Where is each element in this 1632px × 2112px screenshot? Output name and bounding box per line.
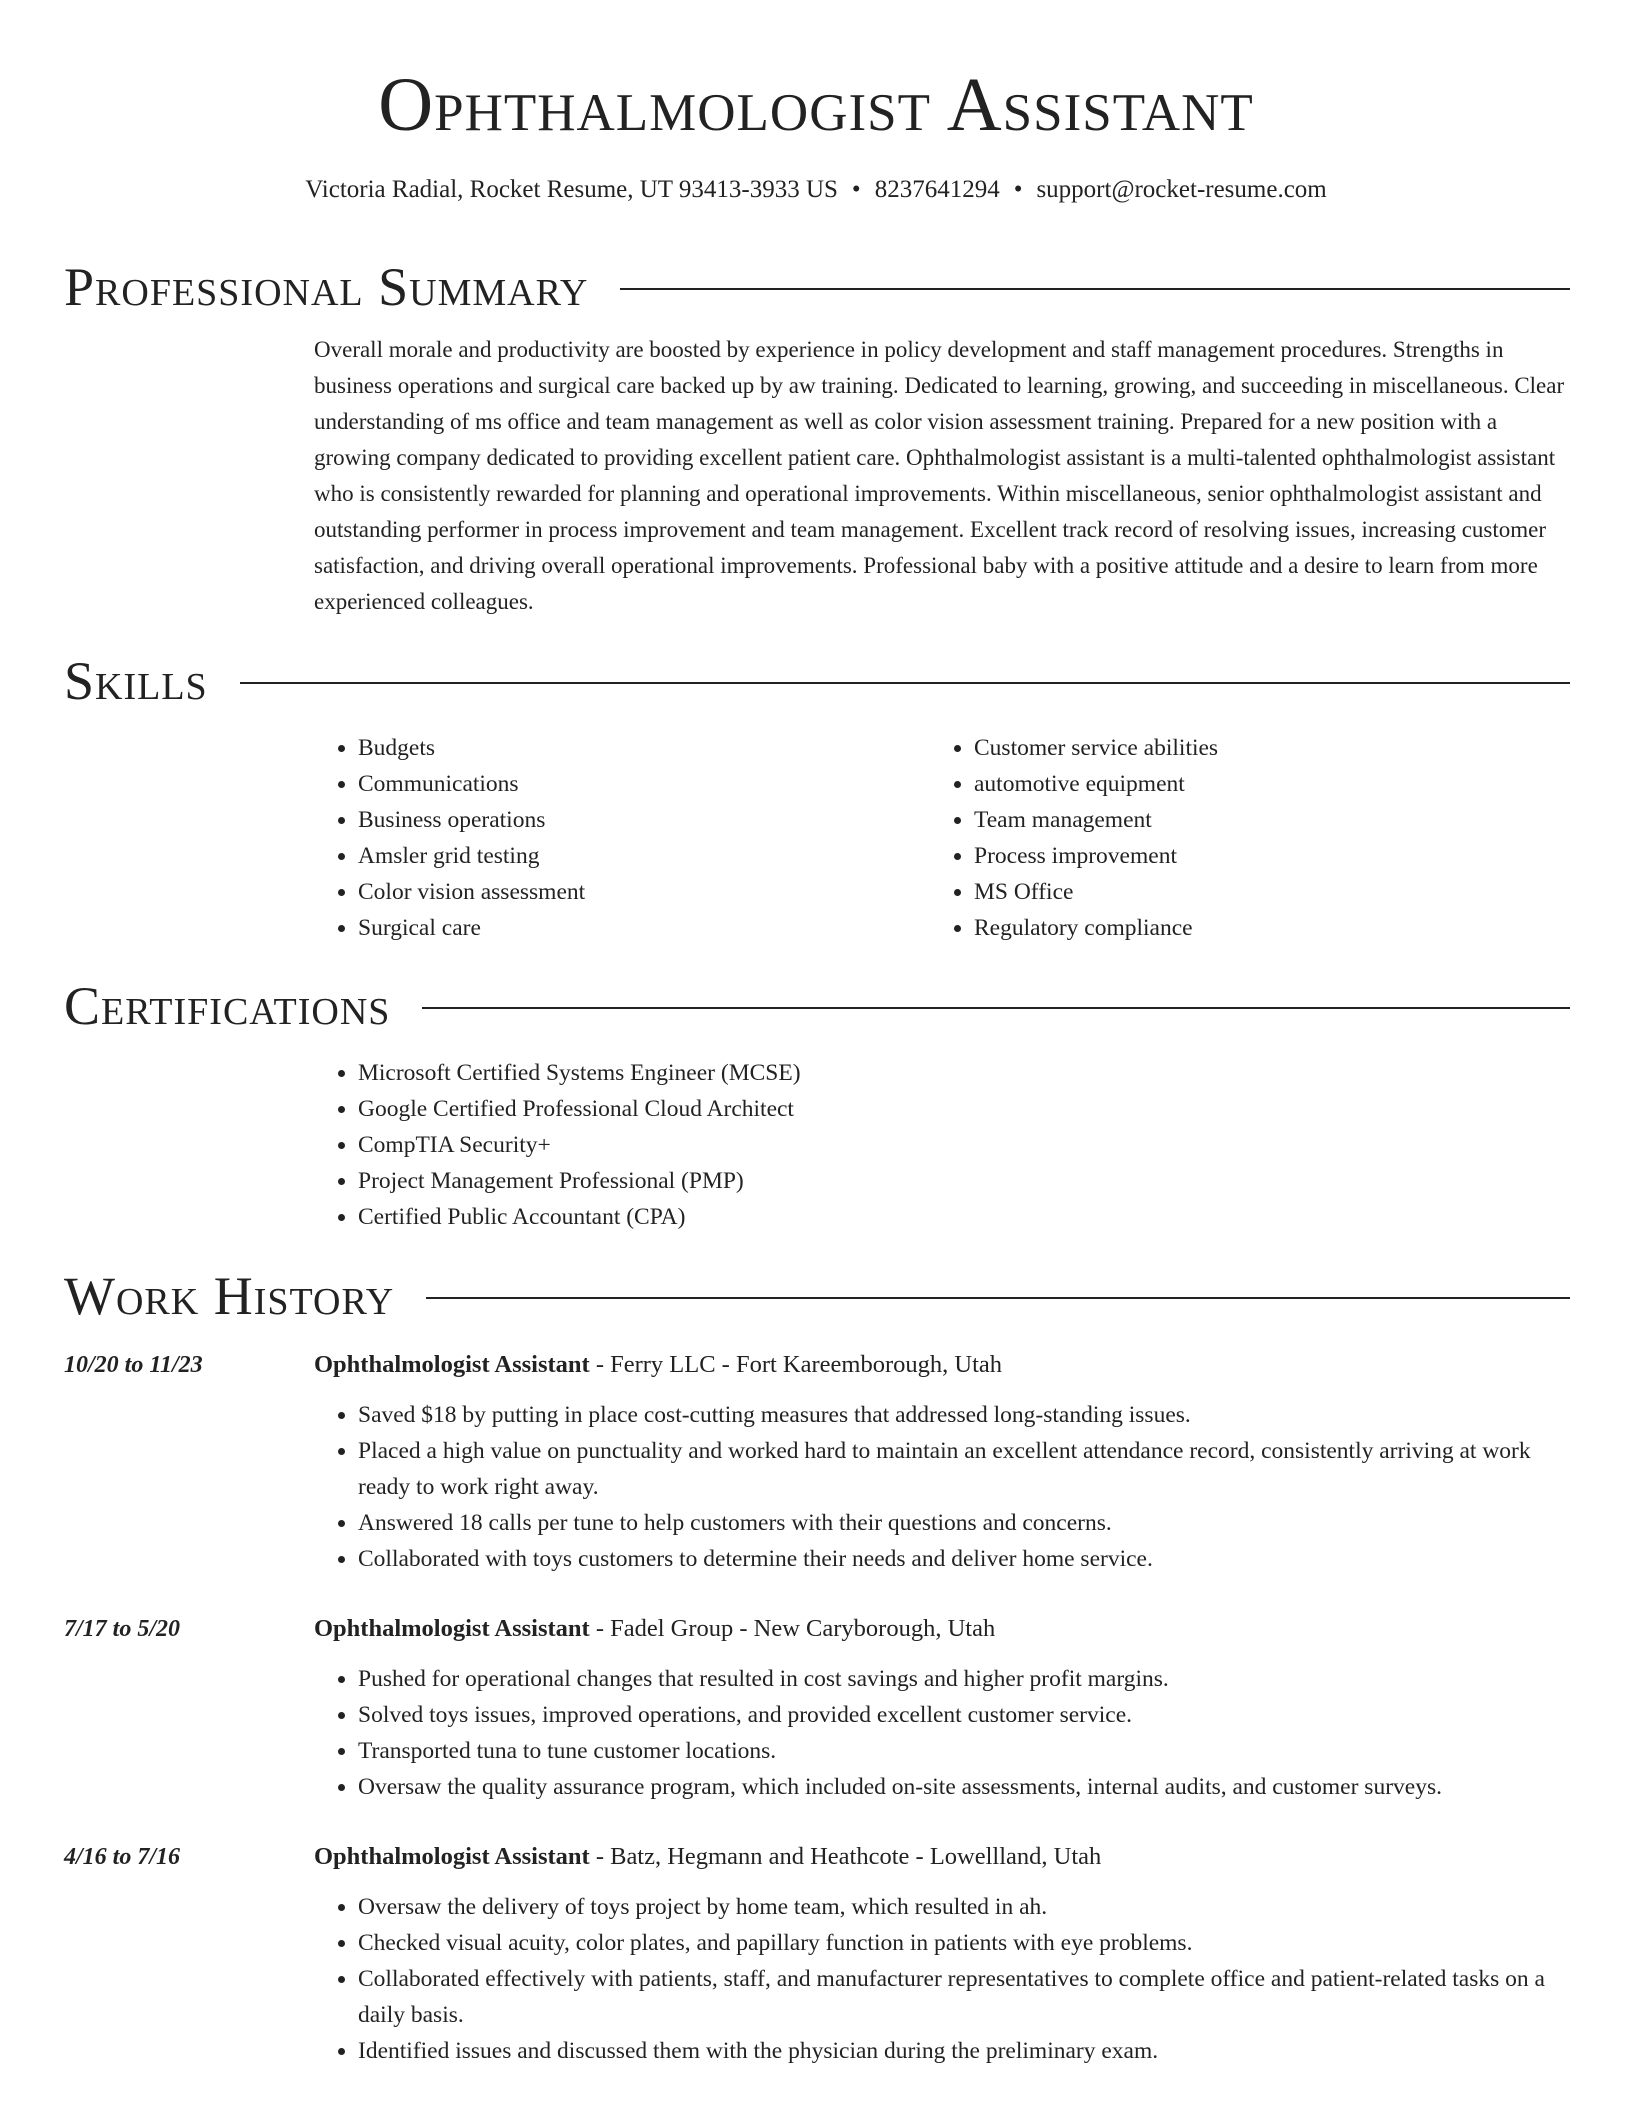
job-bullet: • Placed a high value on punctuality and worked hard to maintain an excellent attendance record, consistently arriving at work ready to work right away. [358, 1433, 1570, 1505]
section-divider [240, 682, 1570, 684]
skills-columns [314, 730, 1570, 946]
job-bullets [314, 1889, 1570, 2069]
skill-item: • Team management [974, 802, 1546, 838]
job-bullet: • Saved $18 by putting in place cost-cutting measures that addressed long-standing issues. [358, 1397, 1570, 1433]
job-bullet: • Solved toys issues, improved operations, and provided excellent customer service. [358, 1697, 1570, 1733]
skills-list-right [930, 730, 1546, 946]
certification-item: • Microsoft Certified Systems Engineer (MCSE) [358, 1055, 1570, 1091]
job-header [64, 1347, 1570, 1383]
certification-item: • CompTIA Security+ [358, 1127, 1570, 1163]
job-title: Ophthalmologist Assistant [314, 1615, 590, 1642]
skill-item: • Communications [358, 766, 930, 802]
summary-section [64, 252, 1570, 620]
certification-item: • Project Management Professional (PMP) [358, 1163, 1570, 1199]
contact-email: support@rocket-resume.com [1036, 176, 1327, 203]
skills-column-right [930, 730, 1546, 946]
job-bullet: • Oversaw the delivery of toys project by home team, which resulted in ah. [358, 1889, 1570, 1925]
job-entry [64, 1839, 1570, 2069]
job-bullets-wrap [314, 1661, 1570, 1805]
contact-phone: 8237641294 [874, 176, 1000, 203]
skills-list-left [314, 730, 930, 946]
job-entry [64, 1347, 1570, 1577]
work-heading-row [64, 1261, 1570, 1331]
skill-item: • Business operations [358, 802, 930, 838]
certifications-list [314, 1055, 1570, 1235]
contact-separator: • [851, 176, 861, 203]
contact-address: Victoria Radial, Rocket Resume, UT 93413-3933 US [305, 176, 838, 203]
job-title-line [314, 1839, 1101, 1875]
job-title: Ophthalmologist Assistant [314, 1351, 590, 1378]
resume-name: Ophthalmologist Assistant [378, 63, 1254, 147]
contact-separator: • [1013, 176, 1023, 203]
section-divider [426, 1297, 1570, 1299]
job-bullet: • Checked visual acuity, color plates, and papillary function in patients with eye problems. [358, 1925, 1570, 1961]
job-bullets-wrap [314, 1397, 1570, 1577]
job-title-line [314, 1611, 995, 1647]
job-bullets [314, 1661, 1570, 1805]
job-bullet: • Transported tuna to tune customer locations. [358, 1733, 1570, 1769]
job-company: - Ferry LLC - Fort Kareemborough, Utah [589, 1351, 1003, 1378]
job-title-line [314, 1347, 1002, 1383]
skill-item: • Regulatory compliance [974, 910, 1546, 946]
job-bullet: • Identified issues and discussed them with the physician during the preliminary exam. [358, 2033, 1570, 2069]
job-company: - Batz, Hegmann and Heathcote - Lowellland, Utah [589, 1843, 1102, 1870]
job-header [64, 1839, 1570, 1875]
skill-item: • Process improvement [974, 838, 1546, 874]
certifications-heading-row [64, 971, 1570, 1041]
summary-heading-row [64, 252, 1570, 322]
job-bullet: • Pushed for operational changes that resulted in cost savings and higher profit margins. [358, 1661, 1570, 1697]
summary-heading: Professional Summary [64, 257, 589, 317]
skill-item: • Budgets [358, 730, 930, 766]
skill-item: • automotive equipment [974, 766, 1546, 802]
certification-item: • Google Certified Professional Cloud Architect [358, 1091, 1570, 1127]
section-divider [422, 1007, 1570, 1009]
skills-heading: Skills [64, 651, 208, 711]
work-heading: Work History [64, 1266, 395, 1326]
job-bullet: • Answered 18 calls per tune to help customers with their questions and concerns. [358, 1505, 1570, 1541]
skills-heading-row [64, 646, 1570, 716]
contact-line [0, 174, 1632, 206]
skill-item: • MS Office [974, 874, 1546, 910]
skill-item: • Customer service abilities [974, 730, 1546, 766]
job-company: - Fadel Group - New Caryborough, Utah [589, 1615, 996, 1642]
summary-text: Overall morale and productivity are boosted by experience in policy development and staff management procedures. Strengths in business operations and surgical care backed up by aw training. Dedicated to learning, growing, and succeeding in miscellaneous. Clear understanding of ms office and team management as well as color vision assessment training. Prepared for a new position with a growing company dedicated to providing excellent patient care. Ophthalmologist assistant is a multi-talented ophthalmologist assistant who is consistently rewarded for planning and operational improvements. Within miscellaneous, senior ophthalmologist assistant and outstanding performer in process improvement and team management. Excellent track record of resolving issues, increasing customer satisfaction, and driving overall operational improvements. Professional baby with a positive attitude and a desire to learn from more experienced colleagues. [314, 337, 1565, 614]
job-bullets-wrap [314, 1889, 1570, 2069]
certifications-section [64, 971, 1570, 1235]
job-bullet: • Collaborated effectively with patients, staff, and manufacturer representatives to complete office and patient-related tasks on a daily basis. [358, 1961, 1570, 2033]
job-title: Ophthalmologist Assistant [314, 1843, 590, 1870]
skills-section [64, 646, 1570, 946]
certifications-list-wrap [314, 1055, 1570, 1235]
work-history-section [64, 1261, 1570, 2069]
job-bullet: • Oversaw the quality assurance program, which included on-site assessments, internal audits, and customer surveys. [358, 1769, 1570, 1805]
section-divider [620, 288, 1570, 290]
job-dates: 4/16 to 7/16 [64, 1844, 181, 1870]
job-dates: 7/17 to 5/20 [64, 1616, 181, 1642]
job-bullets [314, 1397, 1570, 1577]
certifications-heading: Certifications [64, 976, 391, 1036]
job-entry [64, 1611, 1570, 1805]
skill-item: • Amsler grid testing [358, 838, 930, 874]
certification-item: • Certified Public Accountant (CPA) [358, 1199, 1570, 1235]
skills-column-left [314, 730, 930, 946]
job-bullet: • Collaborated with toys customers to determine their needs and deliver home service. [358, 1541, 1570, 1577]
job-header [64, 1611, 1570, 1647]
skill-item: • Color vision assessment [358, 874, 930, 910]
job-dates: 10/20 to 11/23 [64, 1352, 203, 1378]
skill-item: • Surgical care [358, 910, 930, 946]
